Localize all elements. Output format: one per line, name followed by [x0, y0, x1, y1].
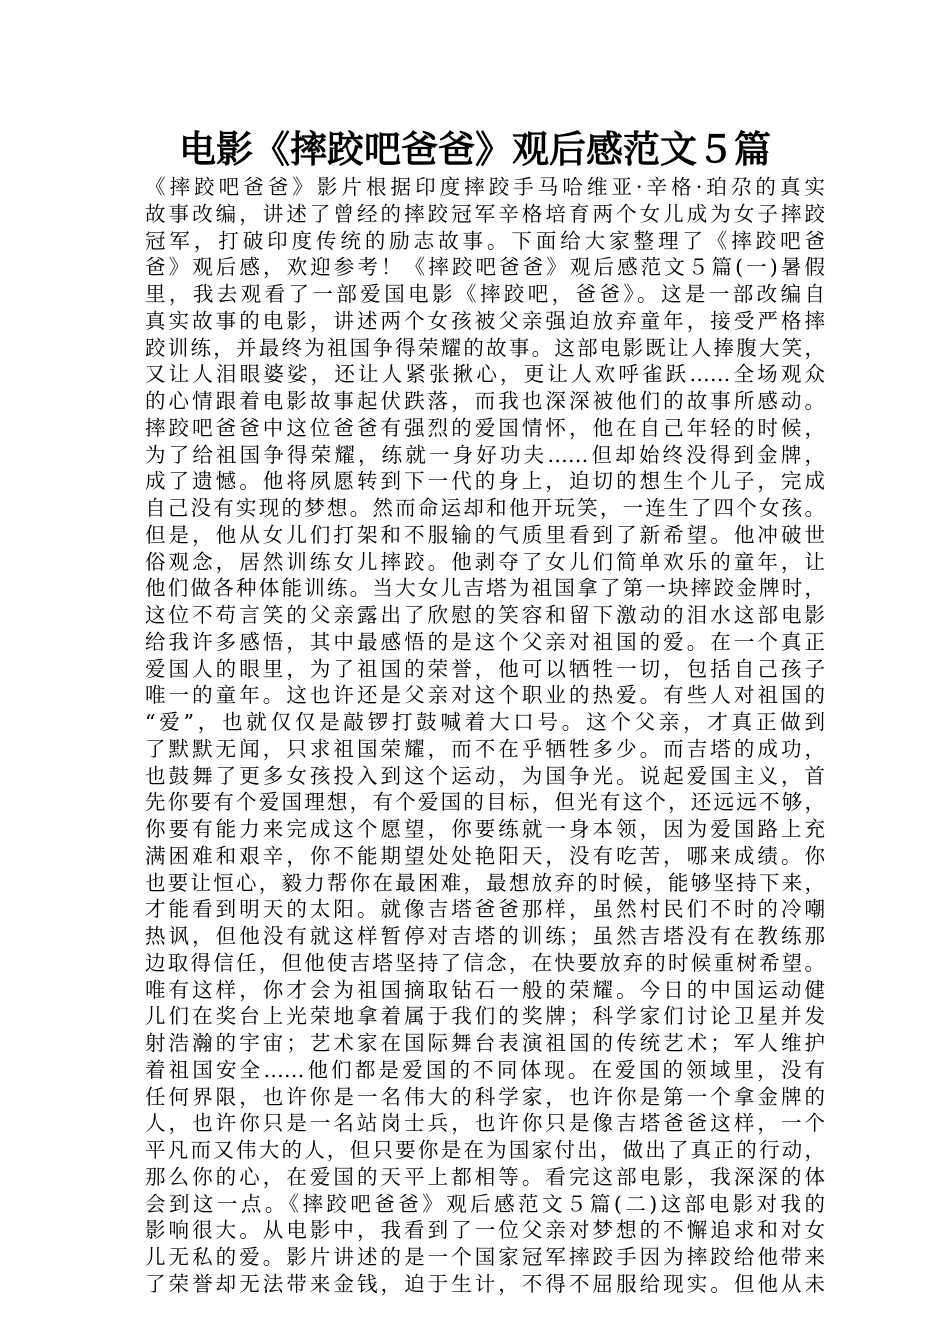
text-line: 又让人泪眼婆娑，还让人紧张揪心，更让人欢呼雀跃……全场观众 — [145, 362, 825, 387]
text-line: 冠军，打破印度传统的励志故事。下面给大家整理了《摔跤吧爸 — [145, 228, 825, 253]
text-line: 为了给祖国争得荣耀，练就一身好功夫……但却始终没得到金牌， — [145, 442, 825, 467]
text-line: 了默默无闻，只求祖国荣耀，而不在乎牺牲多少。而吉塔的成功， — [145, 736, 825, 761]
text-line: 也要让恒心，毅力帮你在最困难，最想放弃的时候，能够坚持下来， — [145, 870, 825, 895]
text-line: 先你要有个爱国理想，有个爱国的目标，但光有这个，还远远不够， — [145, 790, 825, 815]
text-line: 故事改编，讲述了曾经的摔跤冠军辛格培育两个女儿成为女子摔跤 — [145, 201, 825, 226]
text-line: 满困难和艰辛，你不能期望处处艳阳天，没有吃苦，哪来成绩。你 — [145, 843, 825, 868]
text-line: 的心情跟着电影故事起伏跌落，而我也深深被他们的故事所感动。 — [145, 389, 825, 413]
text-line: 自己没有实现的梦想。然而命运却和他开玩笑，一连生了四个女孩。 — [145, 496, 825, 520]
text-line: 任何界限，也许你是一名伟大的科学家，也许你是第一个拿金牌的 — [145, 1084, 825, 1109]
text-line: 唯一的童年。这也许还是父亲对这个职业的热爱。有些人对祖国的 — [145, 683, 825, 708]
text-line: 才能看到明天的太阳。就像吉塔爸爸那样，虽然村民们不时的冷嘲 — [145, 897, 825, 922]
text-line: 成了遗憾。他将夙愿转到下一代的身上，迫切的想生个儿子，完成 — [145, 469, 825, 494]
text-line: 《摔跤吧爸爸》影片根据印度摔跤手马哈维亚·辛格·珀尕的真实 — [145, 175, 825, 199]
text-line: 这位不苟言笑的父亲露出了欣慰的笑容和留下激动的泪水这部电影 — [145, 603, 825, 627]
text-line: 唯有这样，你才会为祖国摘取钻石一般的荣耀。今日的中国运动健 — [145, 977, 825, 1002]
page-title: 电影《摔跤吧爸爸》观后感范文５篇 — [179, 127, 771, 171]
text-line: 也鼓舞了更多女孩投入到这个运动，为国争光。说起爱国主义，首 — [145, 763, 825, 788]
text-line: 会到这一点。《摔跤吧爸爸》观后感范文５篇(二)这部电影对我的 — [145, 1191, 825, 1216]
text-line: 你要有能力来完成这个愿望，你要练就一身本领，因为爱国路上充 — [145, 817, 825, 841]
text-line: 那么你的心，在爱国的天平上都相等。看完这部电影，我深深的体 — [145, 1164, 825, 1189]
text-line: 人，也许你只是一名站岗士兵，也许你只是像吉塔爸爸这样，一个 — [145, 1111, 825, 1136]
text-line: 边取得信任，但他使吉塔坚持了信念，在快要放弃的时候重树希望。 — [145, 950, 825, 975]
text-line: 爱国人的眼里，为了祖国的荣誉，他可以牺牲一切，包括自己孩子 — [145, 656, 825, 681]
text-line: 着祖国安全……他们都是爱国的不同体现。在爱国的领域里，没有 — [145, 1057, 825, 1082]
text-line: 爸》观后感，欢迎参考！《摔跤吧爸爸》观后感范文５篇(一)暑假 — [145, 255, 825, 280]
text-line: 他们做各种体能训练。当大女儿吉塔为祖国拿了第一块摔跤金牌时， — [145, 576, 825, 601]
text-line: 俗观念，居然训练女儿摔跤。他剥夺了女儿们简单欢乐的童年，让 — [145, 549, 825, 574]
text-line: 但是，他从女儿们打架和不服输的气质里看到了新希望。他冲破世 — [145, 522, 825, 547]
text-line: 跤训练，并最终为祖国争得荣耀的故事。这部电影既让人捧腹大笑， — [145, 335, 825, 360]
text-line: “爱”，也就仅仅是敲锣打鼓喊着大口号。这个父亲，才真正做到 — [145, 710, 825, 734]
text-line: 了荣誉却无法带来金钱，迫于生计，不得不屈服给现实。但他从未 — [145, 1271, 825, 1296]
text-line: 儿无私的爱。影片讲述的是一个国家冠军摔跤手因为摔跤给他带来 — [145, 1245, 825, 1269]
text-line: 儿们在奖台上光荣地拿着属于我们的奖牌；科学家们讨论卫星并发 — [145, 1004, 825, 1029]
text-line: 给我许多感悟，其中最感悟的是这个父亲对祖国的爱。在一个真正 — [145, 629, 825, 654]
text-line: 平凡而又伟大的人，但只要你是在为国家付出，做出了真正的行动， — [145, 1138, 825, 1162]
text-line: 里，我去观看了一部爱国电影《摔跤吧，爸爸》。这是一部改编自 — [145, 282, 825, 306]
text-line: 热讽，但他没有就这样暂停对吉塔的训练；虽然吉塔没有在教练那 — [145, 924, 825, 948]
text-line: 摔跤吧爸爸中这位爸爸有强烈的爱国情怀，他在自己年轻的时候， — [145, 415, 825, 440]
text-line: 真实故事的电影，讲述两个女孩被父亲强迫放弃童年，接受严格摔 — [145, 308, 825, 333]
text-line: 射浩瀚的宇宙；艺术家在国际舞台表演祖国的传统艺术；军人维护 — [145, 1031, 825, 1055]
text-line: 影响很大。从电影中，我看到了一位父亲对梦想的不懈追求和对女 — [145, 1218, 825, 1243]
article-body — [145, 174, 825, 1298]
